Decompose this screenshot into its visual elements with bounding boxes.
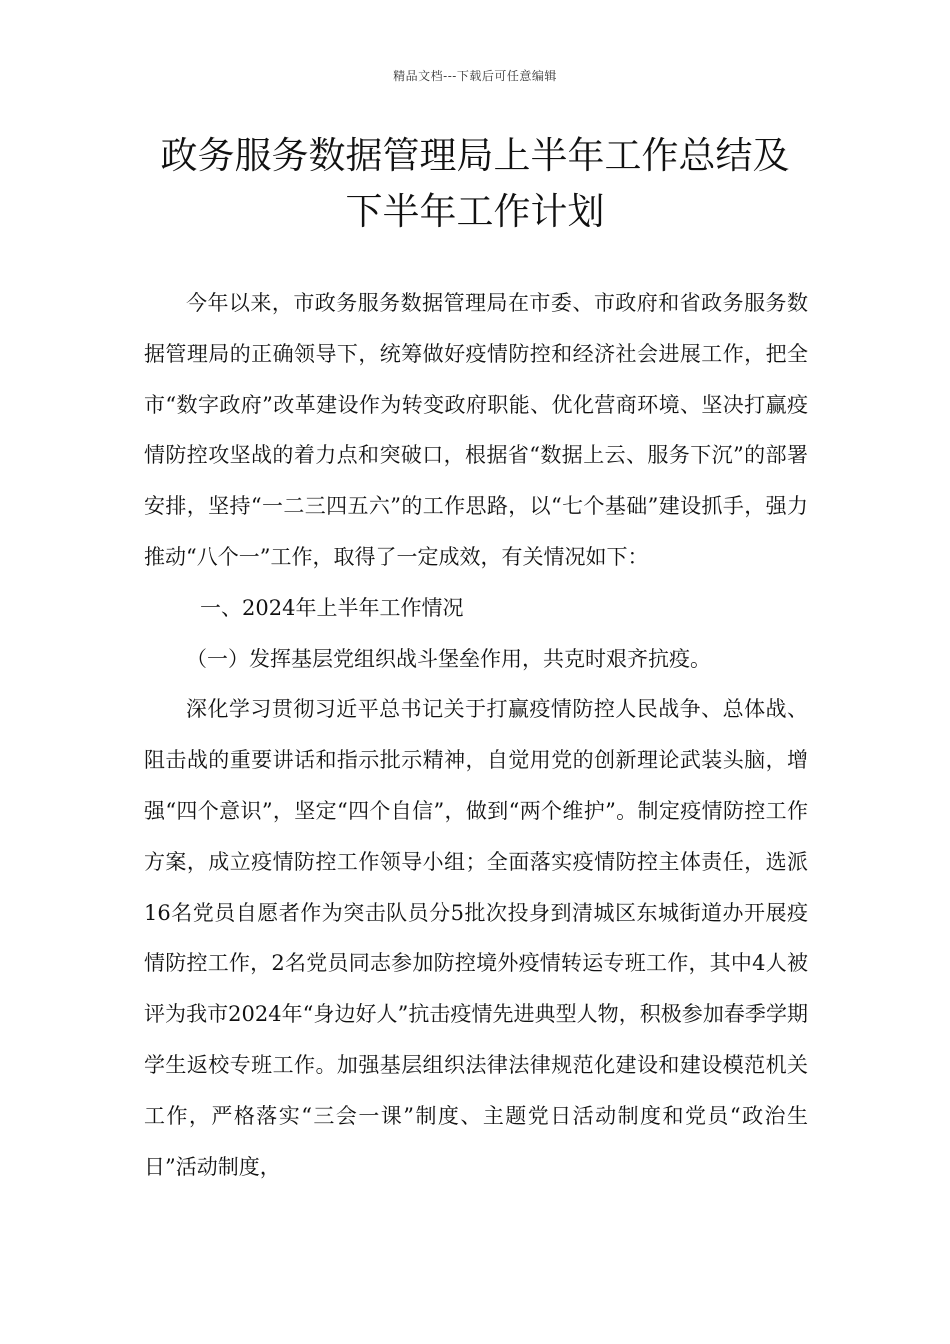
document-title (0, 128, 950, 240)
body-paragraph: 深化学习贯彻习近平总书记关于打赢疫情防控人民战争、总体战、阻击战的重要讲话和指示批示精神，自觉用党的创新理论武装头脑，增强“四个意识”，坚定“四个自信”，做到“两个维护”。制定疫情防控工作方案，成立疫情防控工作领导小组；全面落实疫情防控主体责任，选派16名党员自愿者作为突击队员分5批次投身到清城区东城街道办开展疫情防控工作，2名党员同志参加防控境外疫情转运专班工作，其中4人被评为我市2024年“身边好人”抗击疫情先进典型人物，积极参加春季学期学生返校专班工作。加强基层组织法律法律规范化建设和建设模范机关工作，严格落实“三会一课”制度、主题党日活动制度和党员“政治生日”活动制度， (144, 697, 808, 1179)
document-body (144, 278, 808, 1192)
subsection-heading: （一）发挥基层党组织战斗堡垒作用，共克时艰齐抗疫。 (186, 646, 711, 671)
section-heading: 一、2024年上半年工作情况 (200, 595, 464, 620)
intro-paragraph: 今年以来，市政务服务数据管理局在市委、市政府和省政务服务数据管理局的正确领导下，统筹做好疫情防控和经济社会进展工作，把全市“数字政府”改革建设作为转变政府职能、优化营商环境、坚决打赢疫情防控攻坚战的着力点和突破口，根据省“数据上云、服务下沉”的部署安排，坚持“一二三四五六”的工作思路，以“七个基础”建设抓手，强力推动“八个一”工作，取得了一定成效，有关情况如下： (144, 291, 808, 569)
title-line-2: 下半年工作计划 (345, 190, 605, 233)
title-line-1: 政务服务数据管理局上半年工作总结及 (160, 134, 790, 177)
header-note: 精品文档---下载后可任意编辑 (393, 69, 557, 83)
